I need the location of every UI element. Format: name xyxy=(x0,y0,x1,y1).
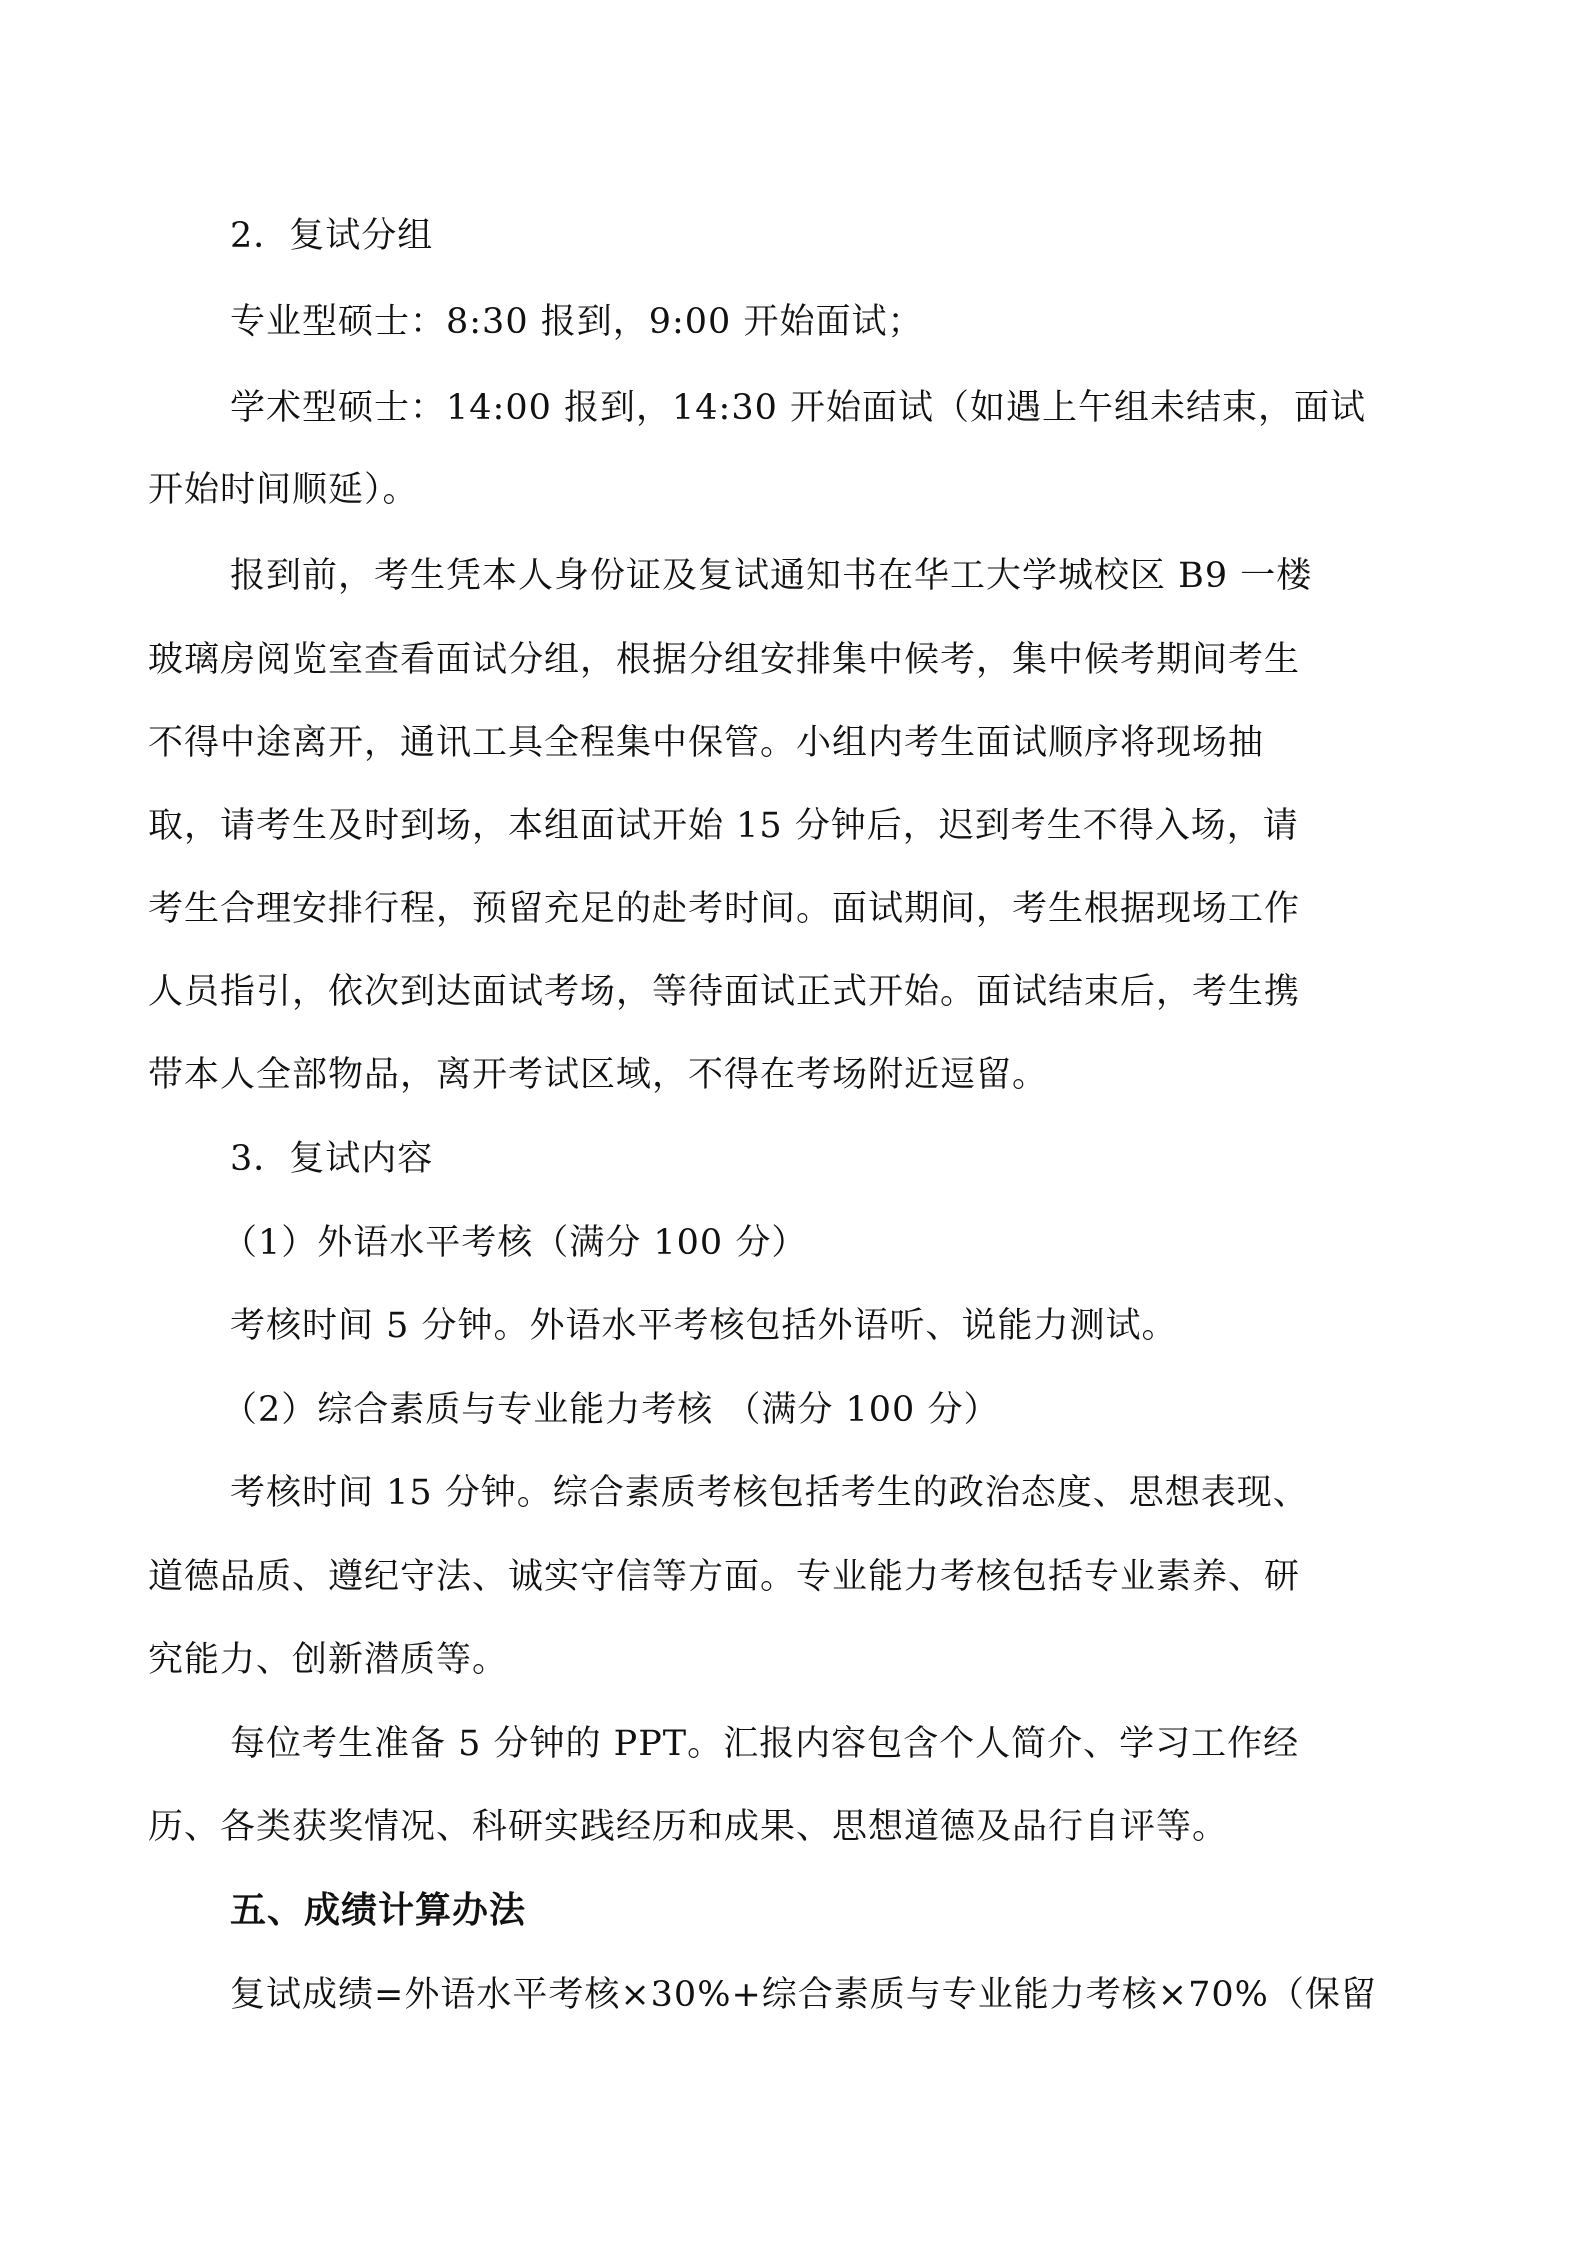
paragraph-line: 考核时间 15 分钟。综合素质考核包括考生的政治态度、思想表现、 xyxy=(230,1473,1309,1513)
item-heading-foreign-language: （1）外语水平考核（满分 100 分） xyxy=(222,1223,808,1263)
paragraph-line: 道德品质、遵纪守法、诚实守信等方面。专业能力考核包括专业素养、研 xyxy=(148,1557,1301,1597)
paragraph-line: 人员指引，依次到达面试考场，等待面试正式开始。面试结束后，考生携 xyxy=(148,972,1301,1012)
paragraph-line: 专业型硕士：8:30 报到，9:00 开始面试； xyxy=(230,302,924,342)
paragraph-line: 每位考生准备 5 分钟的 PPT。汇报内容包含个人简介、学习工作经 xyxy=(230,1724,1300,1764)
item-heading-comprehensive: （2）综合素质与专业能力考核 （满分 100 分） xyxy=(222,1390,1000,1430)
subheading-content: 3．复试内容 xyxy=(230,1139,434,1179)
paragraph-line: 取，请考生及时到场，本组面试开始 15 分钟后，迟到考生不得入场，请 xyxy=(148,806,1299,846)
paragraph-line: 历、各类获奖情况、科研实践经历和成果、思想道德及品行自评等。 xyxy=(148,1807,1229,1847)
paragraph-line: 玻璃房阅览室查看面试分组，根据分组安排集中候考，集中候考期间考生 xyxy=(148,640,1301,680)
paragraph-line: 不得中途离开，通讯工具全程集中保管。小组内考生面试顺序将现场抽 xyxy=(148,723,1265,763)
paragraph-line: 开始时间顺延）。 xyxy=(148,470,419,510)
paragraph-line: 学术型硕士：14:00 报到，14:30 开始面试（如遇上午组未结束，面试 xyxy=(230,388,1366,428)
subheading-grouping: 2．复试分组 xyxy=(230,216,434,256)
paragraph-line: 报到前，考生凭本人身份证及复试通知书在华工大学城校区 B9 一楼 xyxy=(230,556,1313,596)
section-heading-scoring: 五、成绩计算办法 xyxy=(230,1890,527,1931)
paragraph-line: 考生合理安排行程，预留充足的赴考时间。面试期间，考生根据现场工作 xyxy=(148,889,1301,929)
paragraph-line: 复试成绩=外语水平考核×30%+综合素质与专业能力考核×70%（保留 xyxy=(230,1975,1377,2015)
paragraph-line: 考核时间 5 分钟。外语水平考核包括外语听、说能力测试。 xyxy=(230,1306,1178,1346)
paragraph-line: 带本人全部物品，离开考试区域，不得在考场附近逗留。 xyxy=(148,1055,1049,1095)
paragraph-line: 究能力、创新潜质等。 xyxy=(148,1640,509,1680)
